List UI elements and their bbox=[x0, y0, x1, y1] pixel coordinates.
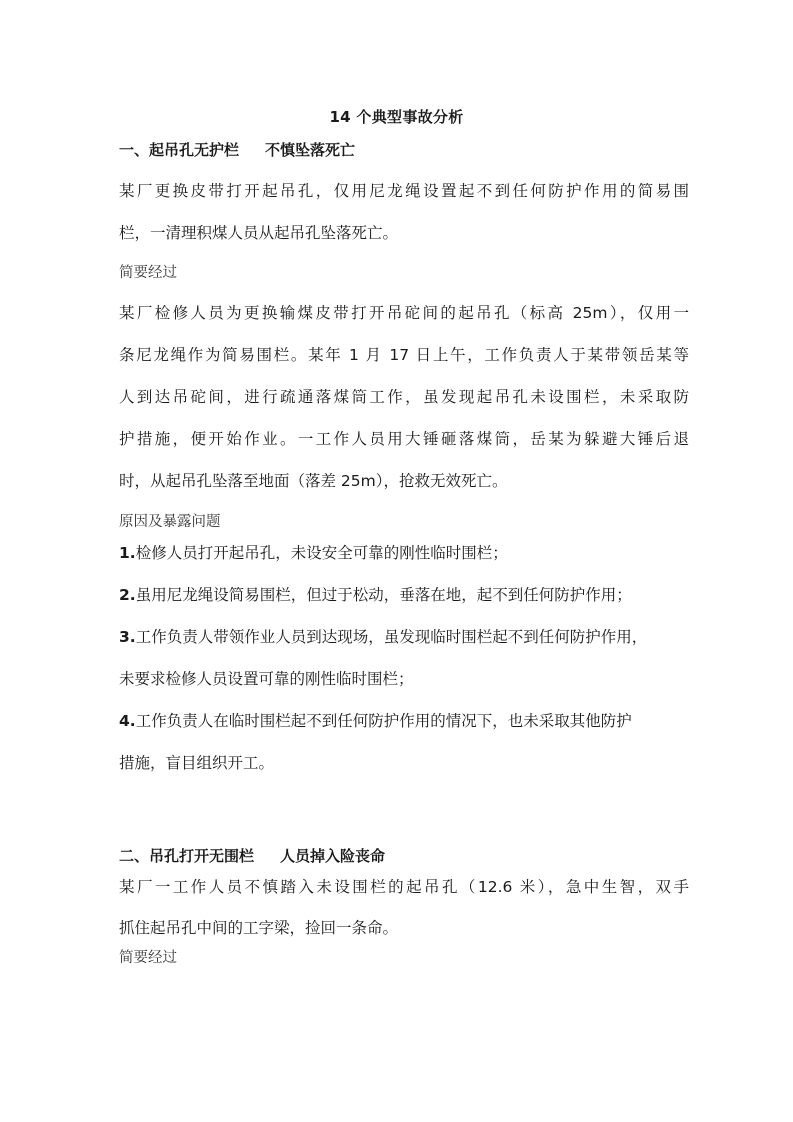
case1-process-line: 人到达吊砣间，进行疏通落煤筒工作，虽发现起吊孔未设围栏，未采取防 bbox=[119, 388, 689, 406]
case1-process-line: 时，从起吊孔坠落至地面（落差 25m），抢救无效死亡。 bbox=[119, 472, 508, 490]
case1-cause-item bbox=[119, 710, 689, 732]
case1-cause-item bbox=[119, 626, 689, 648]
case1-summary-line: 某厂更换皮带打开起吊孔，仅用尼龙绳设置起不到任何防护作用的简易围 bbox=[119, 182, 689, 200]
case2-heading bbox=[119, 845, 689, 867]
case1-cause-item bbox=[119, 584, 689, 606]
case1-process-line: 条尼龙绳作为简易围栏。某年 1 月 17 日上午，工作负责人于某带领岳某等 bbox=[119, 346, 689, 364]
cause-number: 1. bbox=[119, 544, 136, 562]
case1-cause-item bbox=[119, 752, 689, 774]
case2-summary-line: 抓住起吊孔中间的工字梁，捡回一条命。 bbox=[119, 919, 399, 937]
cause-text: 检修人员打开起吊孔，未设安全可靠的刚性临时围栏； bbox=[135, 544, 508, 562]
cause-text: 工作负责人在临时围栏起不到任何防护作用的情况下，也未采取其他防护 bbox=[135, 712, 632, 730]
cause-number: 2. bbox=[119, 586, 136, 604]
cause-text: 措施，盲目组织开工。 bbox=[119, 754, 275, 772]
case1-heading-part-b: 不慎坠落死亡 bbox=[265, 141, 356, 159]
case1-cause-item bbox=[119, 668, 689, 690]
cause-number: 3. bbox=[119, 628, 136, 646]
case2-process-label: 简要经过 bbox=[119, 950, 177, 966]
case2-heading-part-b: 人员掉入险丧命 bbox=[280, 847, 386, 865]
case1-cause-label: 原因及暴露问题 bbox=[119, 514, 221, 530]
case1-cause-item bbox=[119, 542, 689, 564]
case2-summary-line: 某厂一工作人员不慎踏入未设围栏的起吊孔（12.6 米），急中生智，双手 bbox=[119, 878, 689, 896]
case2-heading-part-a: 二、吊孔打开无围栏 bbox=[119, 847, 255, 865]
case1-heading bbox=[119, 139, 689, 161]
cause-number: 4. bbox=[119, 712, 136, 730]
cause-text: 虽用尼龙绳设简易围栏，但过于松动，垂落在地，起不到任何防护作用； bbox=[135, 586, 632, 604]
cause-text: 工作负责人带领作业人员到达现场，虽发现临时围栏起不到任何防护作用， bbox=[135, 628, 648, 646]
document-title: 14 个典型事故分析 bbox=[329, 108, 464, 126]
cause-text: 未要求检修人员设置可靠的刚性临时围栏； bbox=[119, 670, 414, 688]
case1-process-label: 简要经过 bbox=[119, 265, 177, 281]
case1-heading-part-a: 一、起吊孔无护栏 bbox=[119, 141, 240, 159]
case1-process-line: 护措施，便开始作业。一工作人员用大锤砸落煤筒，岳某为躲避大锤后退 bbox=[119, 430, 689, 448]
case1-process-line: 某厂检修人员为更换输煤皮带打开吊砣间的起吊孔（标高 25m），仅用一 bbox=[119, 304, 689, 322]
case1-summary-line: 栏，一清理积煤人员从起吊孔坠落死亡。 bbox=[119, 224, 399, 242]
